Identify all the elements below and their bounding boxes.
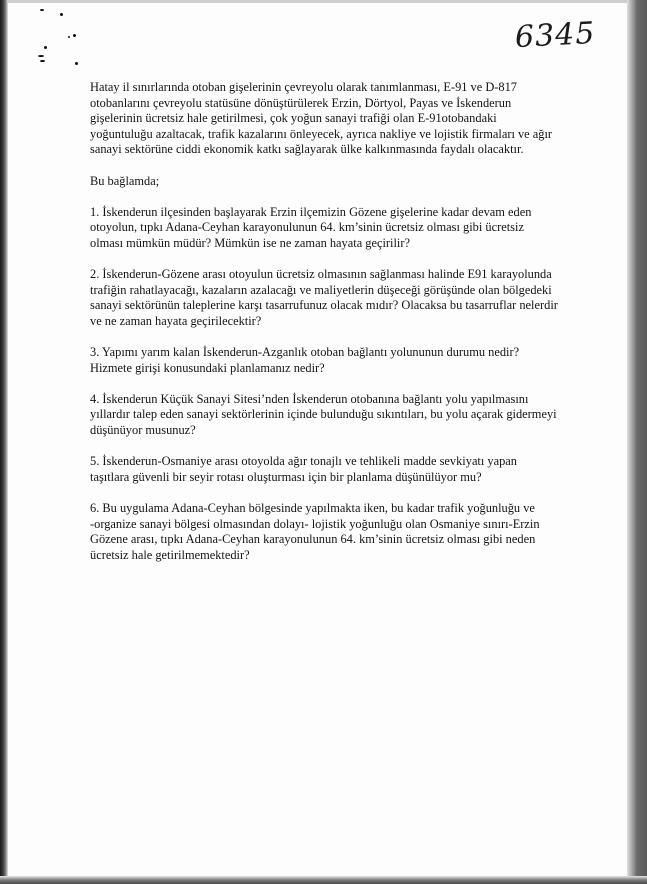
paragraph-context [90, 174, 590, 190]
text-line: taşıtlara güvenli bir seyir rotası oluşturması için bir planlama düşünülüyor mu? [90, 469, 482, 484]
text-line: 2. İskenderun-Gözene arası otoyulun ücretsiz olmasının sağlanması halinde E91 karayolunda [90, 267, 552, 282]
text-line: 4. İskenderun Küçük Sanayi Sitesi’nden İskenderun otobanına bağlantı yolu yapılmasını [90, 391, 529, 406]
scan-edge-left [0, 0, 8, 884]
scan-speck [60, 13, 63, 16]
document-body [90, 80, 590, 579]
paragraph-q1 [90, 205, 590, 252]
text-line: düşünüyor musunuz? [90, 423, 196, 438]
text-line: sanayi sektörünün taleplerine karşı tasarrufunuz olacak mıdır? Olacaksa bu tasarruflar nelerdir [90, 298, 558, 313]
scan-speck [68, 36, 70, 38]
text-line: gişelerinin ücretsiz hale getirilmesi, çok yoğun sanayi trafiği olan E-91otobandaki [90, 111, 497, 126]
paragraph-q4 [90, 392, 590, 439]
text-line: yoğuntuluğu azaltacak, trafik kazalarını önleyecek, ayrıca nakliye ve lojistik firmaları ve ağır [90, 126, 553, 141]
text-line: otoyolun, tıpkı Adana-Ceyhan karayonulunun 64. km’sinin ücretsiz olması gibi ücretsiz [90, 220, 524, 235]
scan-edge-right [627, 0, 647, 884]
text-line: Hatay il sınırlarında otoban gişelerinin çevreyolu olarak tanımlanması, E-91 ve D-817 [90, 80, 518, 94]
handwritten-document-number: 6345 [514, 15, 597, 56]
text-line: Hizmete girişi konusundaki planlamanız nedir? [90, 360, 325, 375]
text-line: sanayi sektörüne ciddi ekonomik katkı sağlayarak ülke kalkınmasında faydalı olacaktır. [90, 142, 524, 157]
text-line: 5. İskenderun-Osmaniye arası otoyolda ağır tonajlı ve tehlikeli madde sevkiyatı yapan [90, 454, 518, 469]
paragraph-q6 [90, 501, 590, 563]
text-line: Gözene arası, tıpkı Adana-Ceyhan karayonulunun 64. km’sinin ücretsiz olması gibi neden [90, 532, 536, 547]
text-line: Bu bağlamda; [90, 173, 160, 188]
text-line: trafiğin rahatlayacağı, kazaların azalacağı ve maliyetlerin düşeceği görüşünde olan bölgedeki [90, 282, 552, 297]
scan-speck [44, 46, 47, 49]
text-line: 3. Yapımı yarım kalan İskenderun-Azganlık otoban bağlantı yolununun durumu nedir? [90, 345, 520, 360]
scan-speck [40, 60, 45, 62]
text-line: 6. Bu uygulama Adana-Ceyhan bölgesinde yapılmakta iken, bu kadar trafik yoğunluğu ve [90, 501, 535, 516]
scan-edge-top [0, 0, 647, 3]
scan-speck [73, 34, 76, 37]
text-line: 1. İskenderun ilçesinden başlayarak Erzin ilçemizin Gözene gişelerine kadar devam eden [90, 204, 532, 219]
paragraph-q5 [90, 454, 590, 485]
scan-speck [40, 9, 44, 11]
text-line: ve ne zaman hayata geçirilecektir? [90, 313, 262, 328]
text-line: ücretsiz hale getirilmemektedir? [90, 547, 250, 562]
paragraph-intro [90, 80, 590, 158]
scan-speck [75, 62, 78, 65]
text-line: yıllardır talep eden sanayi sektörlerinin içinde bulunduğu sıkıntıları, bu yolu açarak gidermeyi [90, 407, 557, 422]
text-line: olması mümkün müdür? Mümkün ise ne zaman hayata geçirilir? [90, 235, 411, 250]
text-line: otobanlarını çevreyolu statüsüne dönüştürülerek Erzin, Dörtyol, Payas ve İskenderun [90, 95, 512, 110]
paragraph-q2 [90, 267, 590, 329]
scan-edge-bottom [0, 876, 647, 884]
scan-speck [38, 55, 44, 57]
paragraph-q3 [90, 345, 590, 376]
text-line: -organize sanayi bölgesi olmasından dolayı- lojistik yoğunluğu olan Osmaniye sınırı-Erzin [90, 516, 540, 531]
